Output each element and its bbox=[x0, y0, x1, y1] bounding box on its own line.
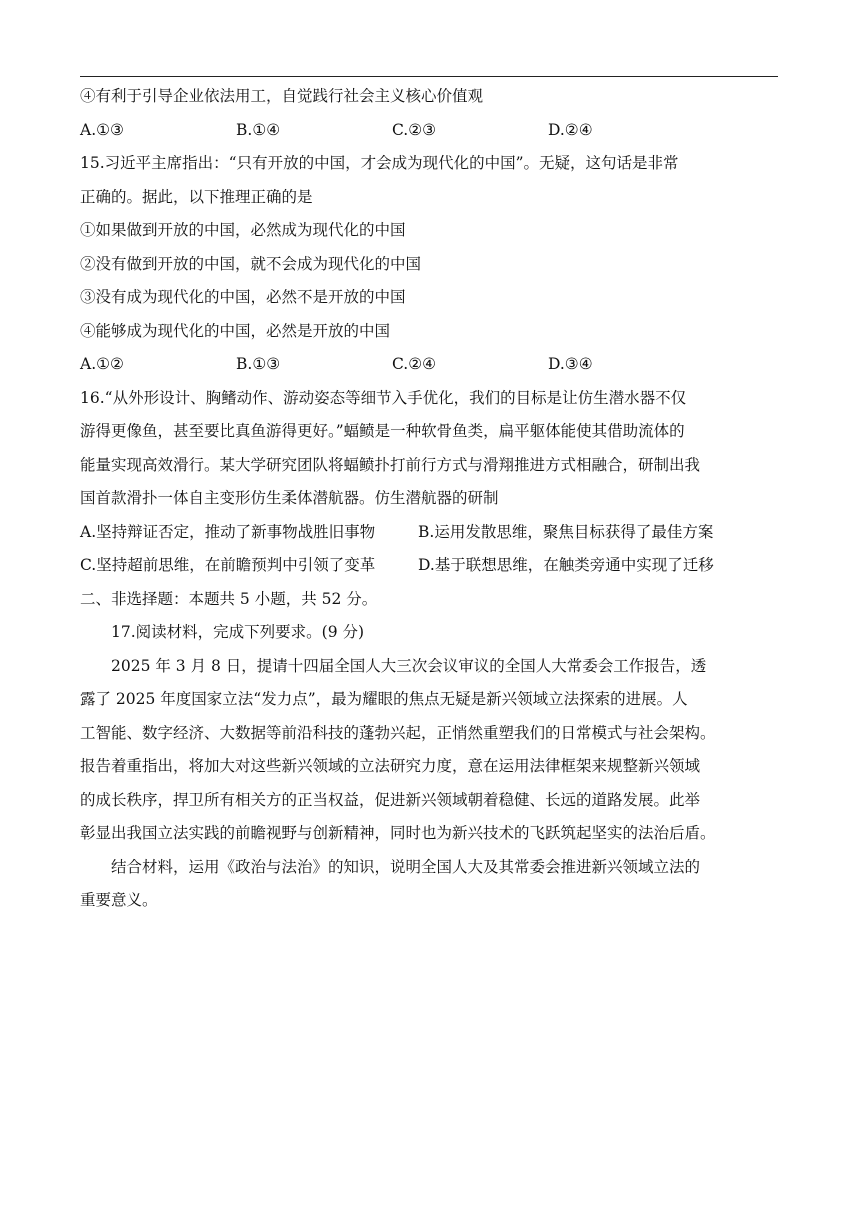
q16-options-row-2 bbox=[80, 549, 780, 583]
q15-statement-4: ④能够成为现代化的中国，必然是开放的中国 bbox=[80, 321, 391, 340]
q15-option-a: A.①② bbox=[80, 355, 124, 373]
q15-options bbox=[80, 348, 780, 382]
q16-option-a: A.坚持辩证否定，推动了新事物战胜旧事物 bbox=[80, 522, 376, 541]
q15-option-d: D.③④ bbox=[548, 355, 593, 373]
page-content bbox=[80, 80, 780, 918]
q17-question-line-1: 结合材料，运用《政治与法治》的知识，说明全国人大及其常委会推进新兴领域立法的 bbox=[111, 857, 701, 876]
q15-statement-2: ②没有做到开放的中国，就不会成为现代化的中国 bbox=[80, 254, 422, 273]
section-2-heading: 二、非选择题：本题共 5 小题，共 52 分。 bbox=[80, 589, 378, 608]
q14-option-a: A.①③ bbox=[80, 120, 124, 139]
q17-question-line-2: 重要意义。 bbox=[80, 891, 158, 909]
q17-title: 17.阅读材料，完成下列要求。(9 分) bbox=[111, 623, 365, 641]
q15-statement-3: ③没有成为现代化的中国，必然不是开放的中国 bbox=[80, 288, 406, 306]
header-rule bbox=[80, 76, 778, 77]
q16-option-c: C.坚持超前思维，在前瞻预判中引领了变革 bbox=[80, 556, 376, 574]
q17-material-line-6: 彰显出我国立法实践的前瞻视野与创新精神，同时也为新兴技术的飞跃筑起坚实的法治后盾。 bbox=[80, 824, 716, 842]
q14-option-d: D.②④ bbox=[548, 120, 593, 139]
q15-stem-line-1: 15.习近平主席指出：“只有开放的中国，才会成为现代化的中国”。无疑，这句话是非常 bbox=[80, 154, 679, 172]
q16-stem-line-2: 游得更像鱼，甚至要比真鱼游得更好。”蝠鲼是一种软骨鱼类，扁平躯体能使其借助流体的 bbox=[80, 422, 685, 440]
q16-stem-line-4: 国首款滑扑一体自主变形仿生柔体潜航器。仿生潜航器的研制 bbox=[80, 489, 499, 507]
q14-statement-4: ④有利于引导企业依法用工，自觉践行社会主义核心价值观 bbox=[80, 87, 484, 105]
q14-option-c: C.②③ bbox=[392, 120, 437, 139]
q16-options-row-1 bbox=[80, 516, 780, 550]
q16-option-b: B.运用发散思维，聚焦目标获得了最佳方案 bbox=[418, 522, 714, 541]
q16-stem-line-1: 16.“从外形设计、胸鳍动作、游动姿态等细节入手优化，我们的目标是让仿生潜水器不仅 bbox=[80, 388, 687, 407]
q17-material-line-4: 报告着重指出，将加大对这些新兴领域的立法研究力度，意在运用法律框架来规整新兴领域 bbox=[80, 757, 701, 775]
q17-material-line-3: 工智能、数字经济、大数据等前沿科技的蓬勃兴起，正悄然重塑我们的日常模式与社会架构。 bbox=[80, 723, 716, 742]
q16-stem-line-3: 能量实现高效滑行。某大学研究团队将蝠鲼扑打前行方式与滑翔推进方式相融合，研制出我 bbox=[80, 455, 701, 474]
q16-option-d: D.基于联想思维，在触类旁通中实现了迁移 bbox=[418, 556, 714, 574]
q15-option-b: B.①③ bbox=[236, 355, 281, 373]
q15-stem-line-2: 正确的。据此，以下推理正确的是 bbox=[80, 187, 313, 206]
q15-statement-1: ①如果做到开放的中国，必然成为现代化的中国 bbox=[80, 221, 406, 239]
q17-material-line-1: 2025 年 3 月 8 日，提请十四届全国人大三次会议审议的全国人大常委会工作报告，透 bbox=[111, 656, 707, 675]
q15-option-c: C.②④ bbox=[392, 355, 437, 373]
q17-material-line-5: 的成长秩序，捍卫所有相关方的正当权益，促进新兴领域朝着稳健、长远的道路发展。此举 bbox=[80, 790, 701, 809]
q14-option-b: B.①④ bbox=[236, 120, 281, 139]
q17-material-line-2: 露了 2025 年度国家立法“发力点”，最为耀眼的焦点无疑是新兴领域立法探索的进展。人 bbox=[80, 690, 688, 708]
q14-options bbox=[80, 114, 780, 148]
